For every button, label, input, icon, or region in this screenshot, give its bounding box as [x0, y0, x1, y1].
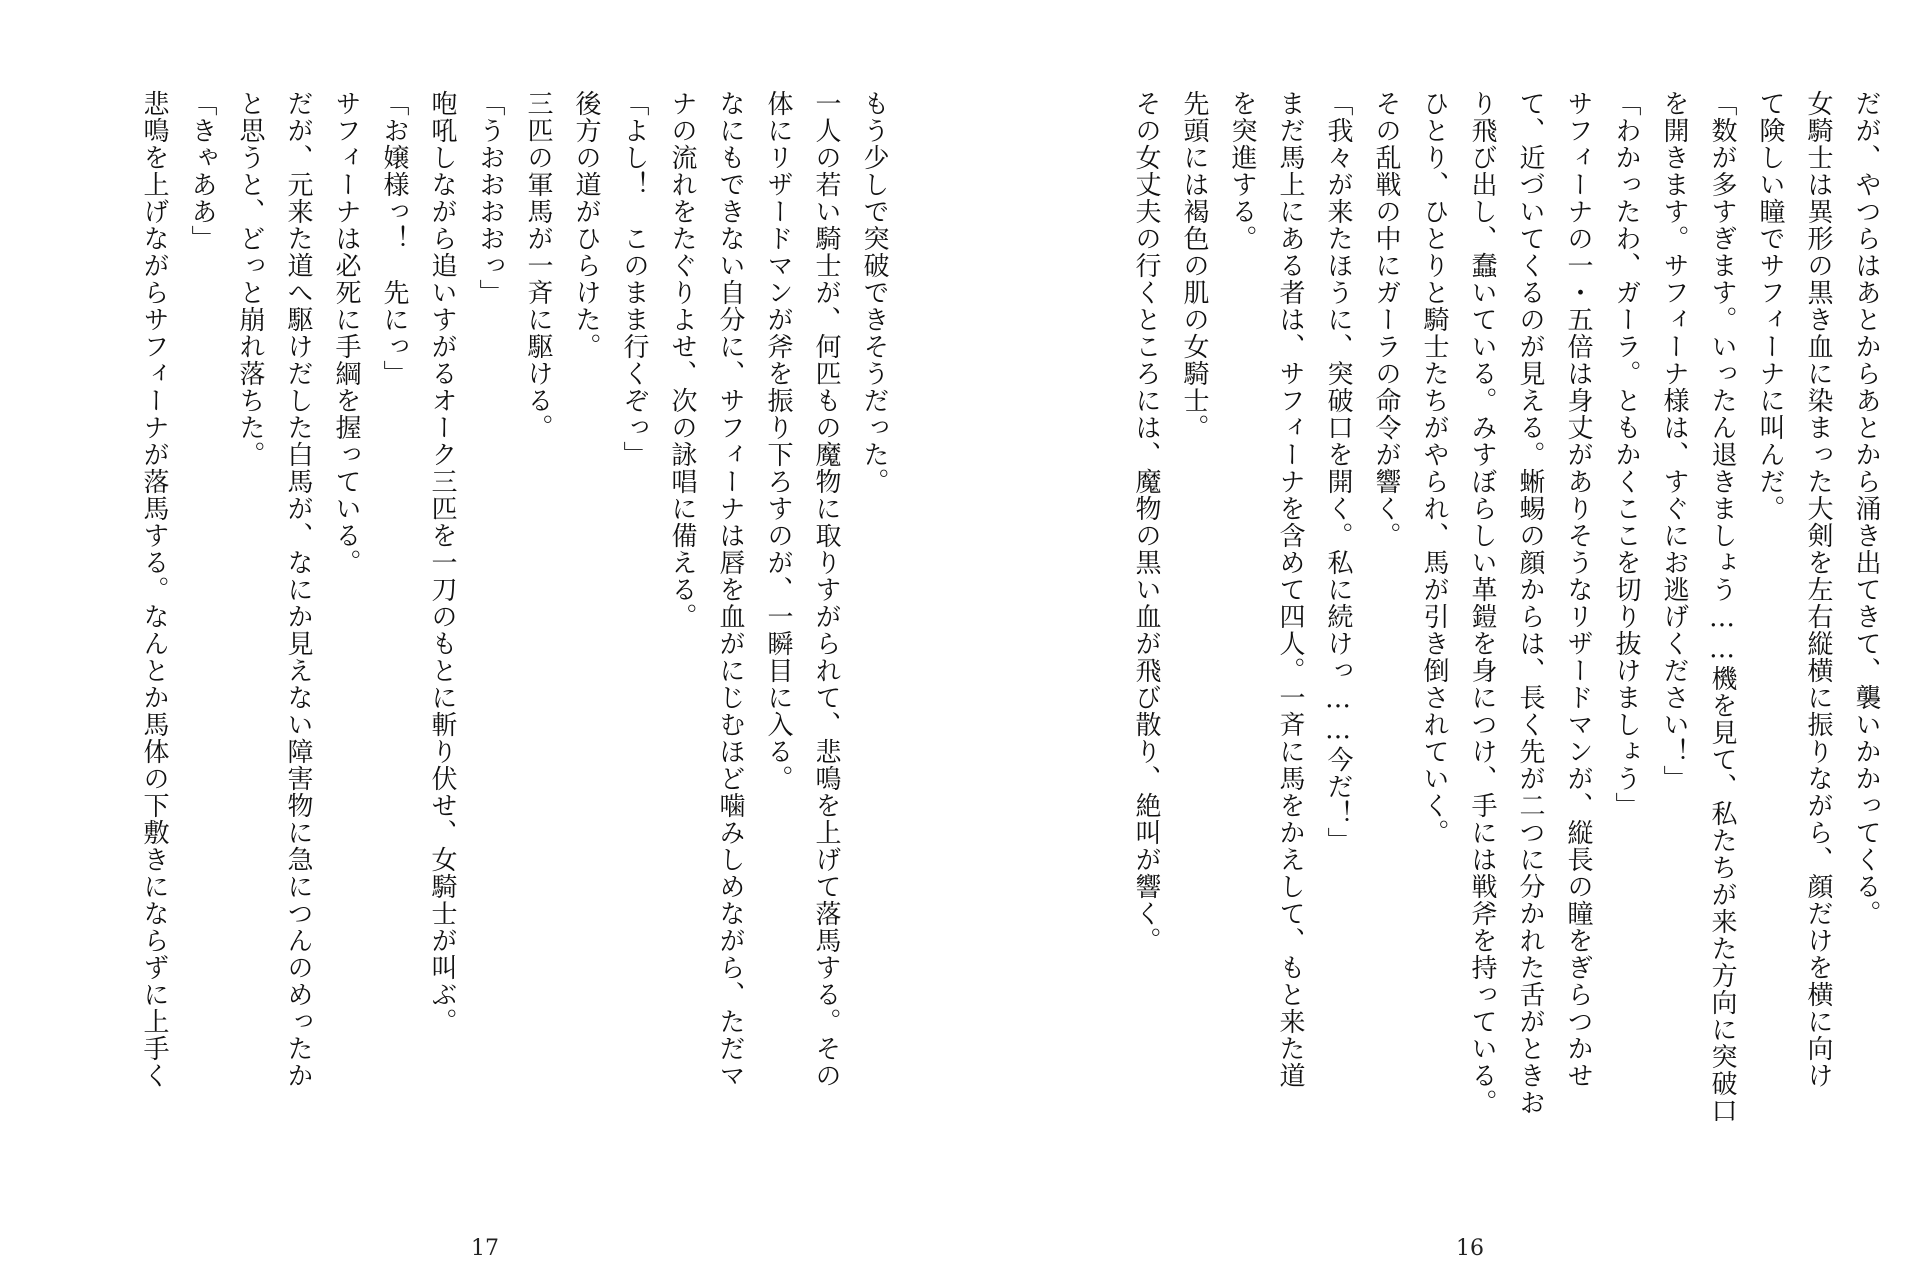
text-line: て険しい瞳でサフィーナに叫んだ。 [1755, 90, 1785, 522]
text-line: 「わかったわ、ガーラ。ともかくここを切り抜けましょう」 [1611, 90, 1641, 819]
text-line: ひとり、ひとりと騎士たちがやられ、馬が引き倒されていく。 [1419, 90, 1449, 846]
text-line: 「よし！ このまま行くぞっ」 [619, 90, 649, 468]
text-line: サフィーナの一・五倍は身丈がありそうなリザードマンが、縦長の瞳をぎらつかせ [1563, 90, 1593, 1089]
text-line: 咆吼しながら追いすがるオーク三匹を一刀のもとに斬り伏せ、女騎士が叫ぶ。 [427, 90, 457, 1035]
text-line: 「数が多すぎます。いったん退きましょう……機を見て、私たちが来た方向に突破口 [1707, 90, 1737, 1124]
left-page [0, 0, 900, 1280]
text-line: を開きます。サフィーナ様は、すぐにお逃げください！」 [1659, 90, 1689, 792]
text-line: その乱戦の中にガーラの命令が響く。 [1371, 90, 1401, 549]
text-line: だが、元来た道へ駆けだした白馬が、なにか見えない障害物に急につんのめったか [283, 90, 313, 1089]
text-line: 「我々が来たほうに、突破口を開く。私に続けっ……今だ！」 [1323, 90, 1353, 854]
text-line: もう少しで突破できそうだった。 [859, 90, 889, 495]
text-line: 先頭には褐色の肌の女騎士。 [1179, 90, 1209, 441]
text-line: なにもできない自分に、サフィーナは唇を血がにじむほど噛みしめながら、ただマ [715, 90, 745, 1089]
text-line: 一人の若い騎士が、何匹もの魔物に取りすがられて、悲鳴を上げて落馬する。その [811, 90, 841, 1089]
text-line: だが、やつらはあとからあとから涌き出てきて、襲いかかってくる。 [1851, 90, 1881, 927]
text-line: その女丈夫の行くところには、魔物の黒い血が飛び散り、絶叫が響く。 [1131, 90, 1161, 954]
text-line: 女騎士は異形の黒き血に染まった大剣を左右縦横に振りながら、顔だけを横に向け [1803, 90, 1833, 1089]
text-line: 「お嬢様っ！ 先にっ」 [379, 90, 409, 387]
text-line: 後方の道がひらけた。 [571, 90, 601, 360]
text-line: サフィーナは必死に手綱を握っている。 [331, 90, 361, 576]
text-line: ナの流れをたぐりよせ、次の詠唱に備える。 [667, 90, 697, 630]
text-line: 三匹の軍馬が一斉に駆ける。 [523, 90, 553, 441]
left-page-body [130, 90, 898, 1230]
page-number: 16 [1456, 1236, 1484, 1261]
text-line: を突進する。 [1227, 90, 1257, 252]
right-page [1100, 0, 1920, 1280]
text-line: 体にリザードマンが斧を振り下ろすのが、一瞬目に入る。 [763, 90, 793, 792]
page-number: 17 [471, 1236, 499, 1261]
text-line: と思うと、どっと崩れ落ちた。 [235, 90, 265, 468]
text-line: 「うおおおおっ」 [475, 90, 505, 306]
text-line: り飛び出し、蠢いている。みすぼらしい革鎧を身につけ、手には戦斧を持っている。 [1467, 90, 1497, 1116]
text-line: まだ馬上にある者は、サフィーナを含めて四人。一斉に馬をかえして、もと来た道 [1275, 90, 1305, 1089]
text-line: 「きゃああ」 [187, 90, 217, 252]
text-line: て、近づいてくるのが見える。蜥蜴の顔からは、長く先が二つに分かれた舌がときお [1515, 90, 1545, 1116]
right-page-body [1122, 90, 1890, 1230]
text-line: 悲鳴を上げながらサフィーナが落馬する。なんとか馬体の下敷きにならずに上手く [139, 90, 169, 1089]
